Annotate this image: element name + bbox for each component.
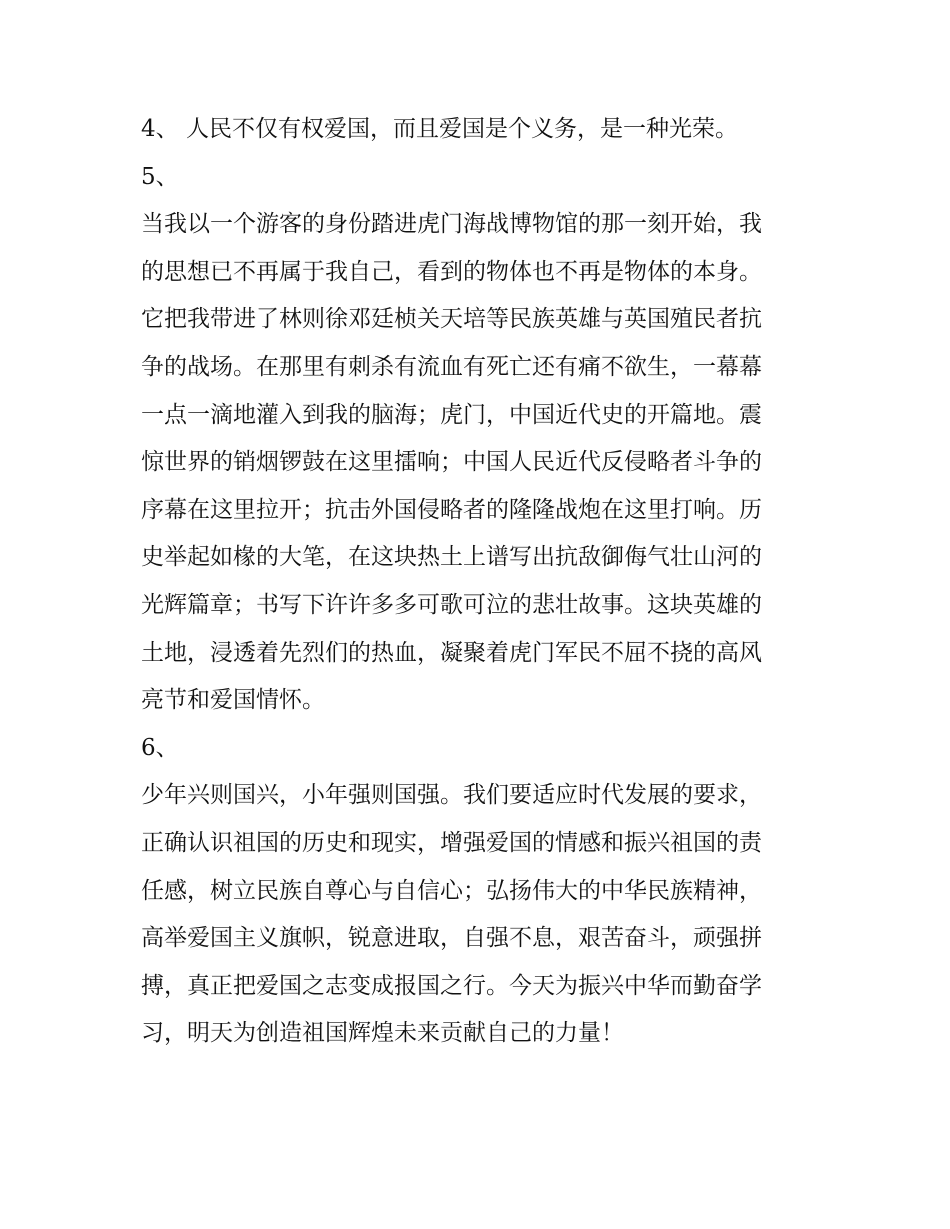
text-line: 高举爱国主义旗帜，锐意进取，自强不息，艰苦奋斗，顽强拼 — [141, 925, 762, 952]
text-line: 它把我带进了林则徐邓廷桢关天培等民族英雄与英国殖民者抗 — [141, 306, 762, 333]
section-number: 5、 — [141, 163, 179, 190]
text-line: 任感，树立民族自尊心与自信心；弘扬伟大的中华民族精神， — [141, 877, 762, 904]
section-number: 6、 — [141, 734, 179, 761]
text-line: 惊世界的销烟锣鼓在这里擂响；中国人民近代反侵略者斗争的 — [141, 449, 762, 476]
text-line: 搏，真正把爱国之志变成报国之行。今天为振兴中华而勤奋学 — [141, 972, 762, 999]
text-line: 少年兴则国兴，小年强则国强。我们要适应时代发展的要求， — [141, 782, 762, 809]
text-line: 习，明天为创造祖国辉煌未来贡献自己的力量！ — [141, 1020, 624, 1047]
text-line: 的思想已不再属于我自己，看到的物体也不再是物体的本身。 — [141, 258, 762, 285]
text-line: 史举起如椽的大笔，在这块热土上谱写出抗敌御侮气壮山河的 — [141, 544, 762, 571]
text-line: 一点一滴地灌入到我的脑海；虎门，中国近代史的开篇地。震 — [141, 401, 762, 428]
text-line: 当我以一个游客的身份踏进虎门海战博物馆的那一刻开始，我 — [141, 211, 762, 238]
text-line: 正确认识祖国的历史和现实，增强爱国的情感和振兴祖国的责 — [141, 829, 762, 856]
text-line: 亮节和爱国情怀。 — [141, 687, 325, 714]
text-line: 序幕在这里拉开；抗击外国侵略者的隆隆战炮在这里打响。历 — [141, 496, 762, 523]
text-line: 光辉篇章；书写下许许多多可歌可泣的悲壮故事。这块英雄的 — [141, 591, 762, 618]
text-line: 4、 人民不仅有权爱国，而且爱国是个义务，是一种光荣。 — [141, 116, 738, 142]
document-body — [141, 106, 816, 1058]
text-line: 土地，浸透着先烈们的热血，凝聚着虎门军民不屈不挠的高风 — [141, 639, 762, 666]
text-line: 争的战场。在那里有刺杀有流血有死亡还有痛不欲生，一幕幕 — [141, 353, 762, 380]
